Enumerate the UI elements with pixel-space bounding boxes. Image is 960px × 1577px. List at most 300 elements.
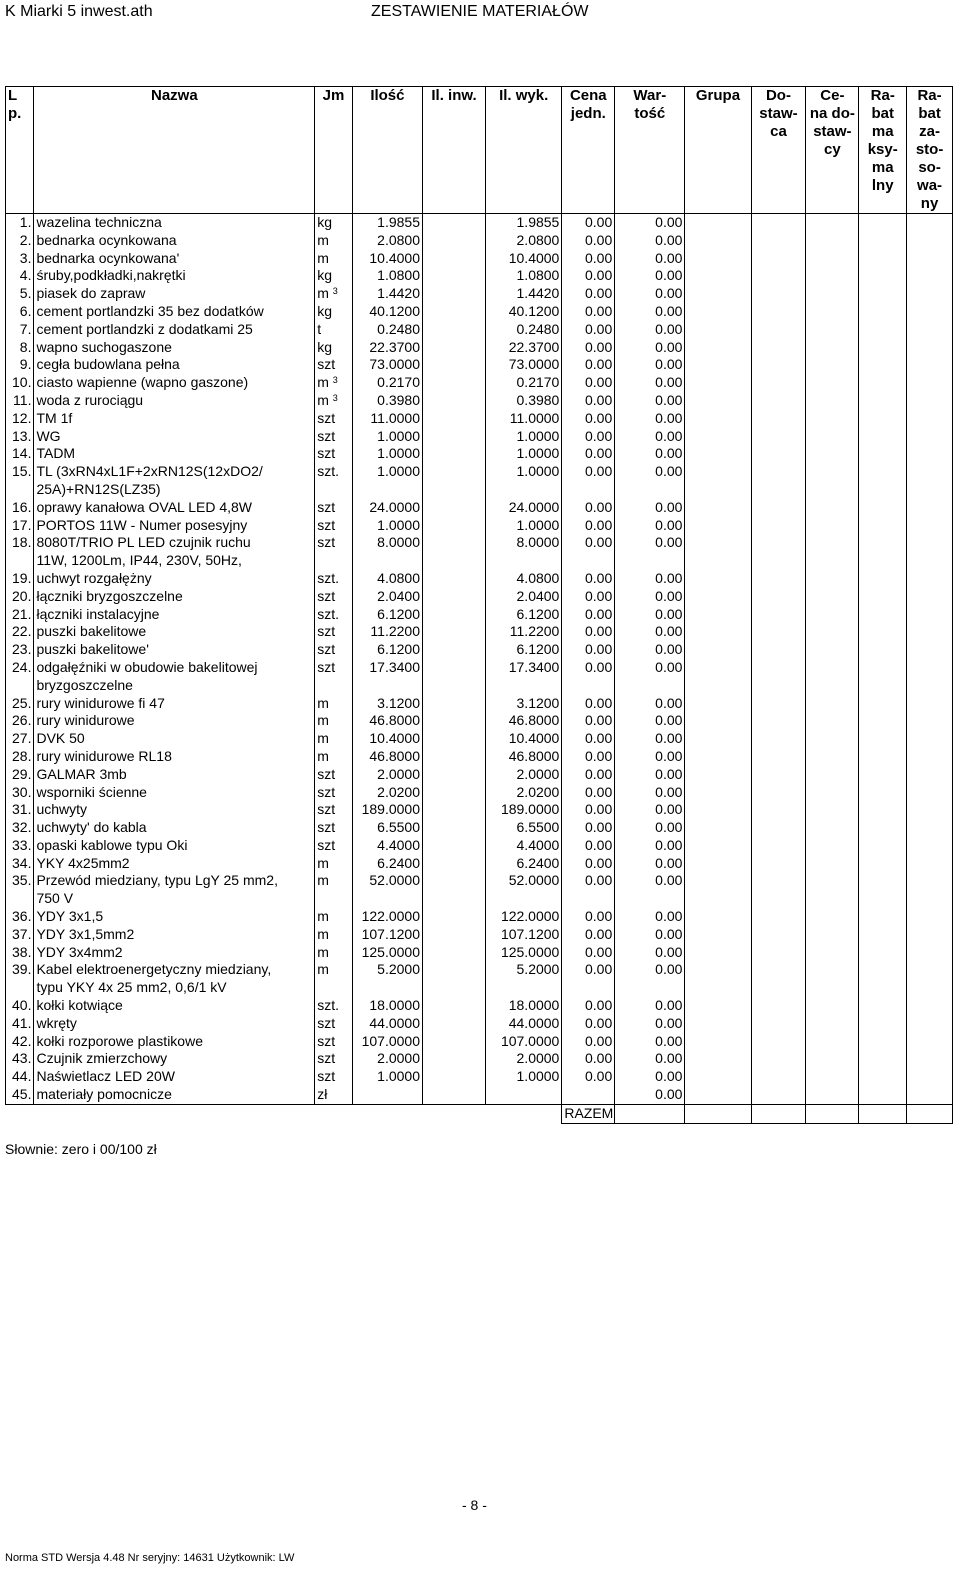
table-row <box>6 428 953 446</box>
row-jm <box>315 267 353 285</box>
row-ilosc <box>352 1086 422 1104</box>
row-rabat-zast <box>907 463 953 499</box>
row-il-wyk: 11.0000 <box>486 410 562 428</box>
row-nazwa-line: Przewód miedziany, typu LgY 25 mm2, <box>36 872 278 889</box>
row-jm-unit: szt <box>317 1014 336 1031</box>
row-jm <box>315 285 353 303</box>
row-jm-unit: szt <box>317 445 336 462</box>
row-il-wyk: 40.1200 <box>486 303 562 321</box>
row-grupa <box>685 926 751 944</box>
row-cena <box>562 1086 615 1104</box>
row-dostawca <box>751 837 806 855</box>
row-wartosc: 0.00 <box>615 855 685 873</box>
row-il-wyk: 1.0800 <box>486 267 562 285</box>
row-grupa <box>685 623 751 641</box>
row-cena: 0.00 <box>562 303 615 321</box>
table-row <box>6 730 953 748</box>
row-rabat-zast <box>907 801 953 819</box>
row-wartosc: 0.00 <box>615 1015 685 1033</box>
table-row <box>6 463 953 499</box>
row-lp: 5. <box>6 285 34 303</box>
row-nazwa-line: puszki bakelitowe <box>36 623 147 640</box>
row-il-inw <box>423 570 486 588</box>
row-grupa <box>685 695 751 713</box>
row-wartosc: 0.00 <box>615 606 685 624</box>
row-rabat-zast <box>907 659 953 695</box>
row-ilosc: 40.1200 <box>352 303 422 321</box>
row-rabat-zast <box>907 267 953 285</box>
row-nazwa <box>34 374 315 392</box>
row-grupa <box>685 1050 751 1068</box>
row-cena: 0.00 <box>562 232 615 250</box>
row-il-wyk: 11.2200 <box>486 623 562 641</box>
row-lp: 42. <box>6 1033 34 1051</box>
row-rabat-max <box>859 659 907 695</box>
row-rabat-zast <box>907 623 953 641</box>
row-lp: 34. <box>6 855 34 873</box>
row-cena-dostawcy <box>806 570 859 588</box>
row-rabat-zast <box>907 499 953 517</box>
row-nazwa-line: opaski kablowe typu Oki <box>36 836 188 853</box>
row-grupa <box>685 1033 751 1051</box>
table-row <box>6 570 953 588</box>
row-lp: 8. <box>6 339 34 357</box>
row-lp: 32. <box>6 819 34 837</box>
row-rabat-zast <box>907 961 953 997</box>
row-nazwa-line: kołki kotwiące <box>36 997 123 1014</box>
row-wartosc: 0.00 <box>615 1033 685 1051</box>
row-jm-unit: szt <box>317 836 336 853</box>
row-wartosc: 0.00 <box>615 819 685 837</box>
row-cena-dostawcy <box>806 1050 859 1068</box>
row-wartosc: 0.00 <box>615 766 685 784</box>
row-dostawca <box>751 232 806 250</box>
row-lp: 2. <box>6 232 34 250</box>
row-wartosc: 0.00 <box>615 410 685 428</box>
row-lp: 6. <box>6 303 34 321</box>
table-row <box>6 908 953 926</box>
row-il-inw <box>423 623 486 641</box>
row-rabat-zast <box>907 303 953 321</box>
row-rabat-max <box>859 855 907 873</box>
row-jm-unit: m <box>317 730 329 747</box>
row-cena-dostawcy <box>806 321 859 339</box>
row-dostawca <box>751 855 806 873</box>
row-nazwa-line: cegła budowlana pełna <box>36 356 180 373</box>
row-il-wyk: 22.3700 <box>486 339 562 357</box>
row-wartosc: 0.00 <box>615 908 685 926</box>
row-nazwa <box>34 659 315 695</box>
row-rabat-max <box>859 819 907 837</box>
row-il-inw <box>423 748 486 766</box>
row-cena: 0.00 <box>562 517 615 535</box>
row-nazwa <box>34 250 315 268</box>
table-row <box>6 748 953 766</box>
row-grupa <box>685 1015 751 1033</box>
row-dostawca <box>751 730 806 748</box>
row-rabat-max <box>859 321 907 339</box>
row-cena-dostawcy <box>806 872 859 908</box>
row-cena: 0.00 <box>562 623 615 641</box>
row-nazwa-line: piasek do zapraw <box>36 285 146 302</box>
row-cena-dostawcy <box>806 926 859 944</box>
row-nazwa-line: YKY 4x25mm2 <box>36 854 130 871</box>
row-jm-unit: m <box>317 854 329 871</box>
row-lp: 38. <box>6 944 34 962</box>
row-ilosc: 17.3400 <box>352 659 422 695</box>
row-rabat-zast <box>907 356 953 374</box>
row-ilosc: 1.0000 <box>352 463 422 499</box>
row-wartosc: 0.00 <box>615 267 685 285</box>
row-il-wyk: 0.2170 <box>486 374 562 392</box>
row-jm <box>315 303 353 321</box>
row-grupa <box>685 517 751 535</box>
row-lp: 10. <box>6 374 34 392</box>
col-il-inw: Il. inw. <box>423 87 486 214</box>
row-wartosc: 0.00 <box>615 392 685 410</box>
row-jm <box>315 463 353 499</box>
row-il-inw <box>423 766 486 784</box>
row-dostawca <box>751 517 806 535</box>
row-cena-dostawcy <box>806 374 859 392</box>
row-ilosc: 107.0000 <box>352 1033 422 1051</box>
row-rabat-max <box>859 1015 907 1033</box>
row-jm-unit: m <box>317 694 329 711</box>
row-nazwa-line: uchwyty <box>36 801 88 818</box>
row-nazwa-line: TADM <box>36 445 76 462</box>
row-lp: 14. <box>6 445 34 463</box>
row-nazwa-line: YDY 3x1,5 <box>36 908 104 925</box>
row-jm-unit: szt. <box>317 605 339 622</box>
row-ilosc: 4.0800 <box>352 570 422 588</box>
row-nazwa <box>34 499 315 517</box>
row-jm-unit: t <box>317 320 322 337</box>
header-file-name: K Miarki 5 inwest.ath <box>5 3 153 20</box>
row-il-inw <box>423 339 486 357</box>
row-jm <box>315 659 353 695</box>
row-jm <box>315 748 353 766</box>
row-nazwa <box>34 641 315 659</box>
row-rabat-zast <box>907 588 953 606</box>
total-empty-cell <box>6 1104 34 1123</box>
row-il-wyk: 0.2480 <box>486 321 562 339</box>
row-cena-dostawcy <box>806 766 859 784</box>
row-cena-dostawcy <box>806 303 859 321</box>
row-lp: 30. <box>6 784 34 802</box>
row-ilosc: 2.0200 <box>352 784 422 802</box>
row-jm-unit: szt. <box>317 569 339 586</box>
row-dostawca <box>751 695 806 713</box>
row-rabat-zast <box>907 339 953 357</box>
col-grupa: Grupa <box>685 87 751 214</box>
row-wartosc: 0.00 <box>615 748 685 766</box>
row-rabat-zast <box>907 730 953 748</box>
row-lp: 17. <box>6 517 34 535</box>
row-nazwa <box>34 623 315 641</box>
row-dostawca <box>751 321 806 339</box>
row-rabat-max <box>859 837 907 855</box>
row-dostawca <box>751 712 806 730</box>
total-empty-cell <box>352 1104 422 1123</box>
row-ilosc: 73.0000 <box>352 356 422 374</box>
total-empty-cell <box>423 1104 486 1123</box>
row-ilosc: 125.0000 <box>352 944 422 962</box>
col-rabat-zastosowany: Ra- bat za- sto- so- wa- ny <box>907 87 953 214</box>
row-dostawca <box>751 374 806 392</box>
row-nazwa-line: wsporniki ścienne <box>36 783 147 800</box>
footer-info: Norma STD Wersja 4.48 Nr seryjny: 14631 Użytkownik: LW <box>5 1552 295 1564</box>
table-row <box>6 766 953 784</box>
row-nazwa <box>34 695 315 713</box>
row-dostawca <box>751 267 806 285</box>
row-ilosc: 11.0000 <box>352 410 422 428</box>
row-cena-dostawcy <box>806 1068 859 1086</box>
row-nazwa <box>34 214 315 232</box>
row-jm-unit: kg <box>317 214 332 230</box>
row-lp: 18. <box>6 534 34 570</box>
row-il-wyk: 6.2400 <box>486 855 562 873</box>
row-wartosc: 0.00 <box>615 1050 685 1068</box>
table-row <box>6 926 953 944</box>
row-jm-unit: szt <box>317 356 336 373</box>
row-grupa <box>685 588 751 606</box>
row-jm-unit: szt <box>317 623 336 640</box>
row-grupa <box>685 445 751 463</box>
row-nazwa <box>34 748 315 766</box>
row-wartosc: 0.00 <box>615 659 685 695</box>
row-il-inw <box>423 695 486 713</box>
row-cena-dostawcy <box>806 392 859 410</box>
row-il-wyk: 107.0000 <box>486 1033 562 1051</box>
row-jm <box>315 1015 353 1033</box>
row-grupa <box>685 712 751 730</box>
row-nazwa <box>34 1015 315 1033</box>
row-jm-unit: kg <box>317 302 332 319</box>
row-il-inw <box>423 499 486 517</box>
row-nazwa-line: 11W, 1200Lm, IP44, 230V, 50Hz, <box>36 552 242 569</box>
row-rabat-zast <box>907 819 953 837</box>
row-rabat-max <box>859 748 907 766</box>
row-il-wyk: 107.1200 <box>486 926 562 944</box>
row-dostawca <box>751 499 806 517</box>
row-il-wyk: 24.0000 <box>486 499 562 517</box>
row-nazwa-line: rury winidurowe fi 47 <box>36 694 165 711</box>
table-row <box>6 837 953 855</box>
row-rabat-zast <box>907 445 953 463</box>
table-row <box>6 392 953 410</box>
row-wartosc: 0.00 <box>615 321 685 339</box>
row-dostawca <box>751 339 806 357</box>
row-rabat-zast <box>907 997 953 1015</box>
row-cena-dostawcy <box>806 641 859 659</box>
row-jm-unit: szt <box>317 516 336 533</box>
row-nazwa-line: oprawy kanałowa OVAL LED 4,8W <box>36 498 253 515</box>
row-rabat-max <box>859 695 907 713</box>
row-jm-unit: zł <box>317 1086 328 1103</box>
row-cena: 0.00 <box>562 588 615 606</box>
table-row <box>6 1015 953 1033</box>
table-row <box>6 623 953 641</box>
row-il-wyk: 2.0400 <box>486 588 562 606</box>
row-jm <box>315 1050 353 1068</box>
row-wartosc: 0.00 <box>615 428 685 446</box>
row-ilosc: 44.0000 <box>352 1015 422 1033</box>
row-nazwa <box>34 267 315 285</box>
row-cena-dostawcy <box>806 1015 859 1033</box>
row-il-inw <box>423 1086 486 1104</box>
row-jm <box>315 641 353 659</box>
row-jm-exponent: 3 <box>332 392 338 403</box>
row-jm-unit: m <box>317 231 329 248</box>
row-grupa <box>685 944 751 962</box>
row-cena-dostawcy <box>806 1086 859 1104</box>
row-nazwa-line: rury winidurowe RL18 <box>36 747 172 764</box>
row-nazwa-line: puszki bakelitowe' <box>36 641 149 658</box>
row-lp: 44. <box>6 1068 34 1086</box>
row-rabat-max <box>859 285 907 303</box>
row-nazwa <box>34 1050 315 1068</box>
row-nazwa <box>34 997 315 1015</box>
row-rabat-zast <box>907 1015 953 1033</box>
row-rabat-max <box>859 463 907 499</box>
row-wartosc: 0.00 <box>615 534 685 570</box>
table-row <box>6 339 953 357</box>
row-cena: 0.00 <box>562 392 615 410</box>
row-nazwa <box>34 872 315 908</box>
row-grupa <box>685 232 751 250</box>
row-cena-dostawcy <box>806 908 859 926</box>
row-rabat-zast <box>907 570 953 588</box>
row-cena: 0.00 <box>562 837 615 855</box>
row-ilosc: 22.3700 <box>352 339 422 357</box>
row-nazwa <box>34 926 315 944</box>
row-nazwa-line: 750 V <box>36 890 74 907</box>
row-lp: 20. <box>6 588 34 606</box>
row-nazwa-line: śruby,podkładki,nakrętki <box>36 267 186 284</box>
row-lp: 24. <box>6 659 34 695</box>
row-grupa <box>685 356 751 374</box>
row-il-inw <box>423 214 486 232</box>
row-cena-dostawcy <box>806 250 859 268</box>
row-grupa <box>685 855 751 873</box>
row-rabat-zast <box>907 232 953 250</box>
row-rabat-max <box>859 908 907 926</box>
row-jm-unit: szt <box>317 641 336 658</box>
row-cena: 0.00 <box>562 321 615 339</box>
total-empty-cell <box>751 1104 806 1123</box>
row-il-inw <box>423 730 486 748</box>
row-rabat-zast <box>907 748 953 766</box>
row-ilosc: 1.0000 <box>352 445 422 463</box>
row-wartosc: 0.00 <box>615 232 685 250</box>
row-jm-unit: szt <box>317 658 336 675</box>
table-row <box>6 712 953 730</box>
row-jm-unit: szt <box>317 427 336 444</box>
table-row <box>6 819 953 837</box>
row-jm <box>315 908 353 926</box>
row-il-wyk: 1.0000 <box>486 463 562 499</box>
row-grupa <box>685 534 751 570</box>
row-cena: 0.00 <box>562 801 615 819</box>
row-jm <box>315 801 353 819</box>
row-il-wyk: 1.0000 <box>486 1068 562 1086</box>
row-ilosc: 0.3980 <box>352 392 422 410</box>
row-rabat-max <box>859 499 907 517</box>
row-cena: 0.00 <box>562 285 615 303</box>
row-nazwa-line: cement portlandzki 35 bez dodatków <box>36 302 264 319</box>
row-cena: 0.00 <box>562 908 615 926</box>
table-row <box>6 641 953 659</box>
row-wartosc: 0.00 <box>615 303 685 321</box>
row-grupa <box>685 339 751 357</box>
row-ilosc: 1.9855 <box>352 214 422 232</box>
row-il-inw <box>423 428 486 446</box>
row-rabat-max <box>859 374 907 392</box>
row-il-wyk: 2.0000 <box>486 1050 562 1068</box>
row-rabat-max <box>859 766 907 784</box>
total-empty-cell <box>685 1104 751 1123</box>
row-il-inw <box>423 1015 486 1033</box>
row-il-inw <box>423 961 486 997</box>
row-il-wyk: 44.0000 <box>486 1015 562 1033</box>
row-ilosc: 11.2200 <box>352 623 422 641</box>
row-lp: 31. <box>6 801 34 819</box>
row-dostawca <box>751 944 806 962</box>
row-nazwa-line: TM 1f <box>36 409 73 426</box>
row-il-inw <box>423 1033 486 1051</box>
row-nazwa <box>34 232 315 250</box>
row-jm <box>315 872 353 908</box>
row-cena: 0.00 <box>562 819 615 837</box>
row-rabat-max <box>859 232 907 250</box>
row-cena: 0.00 <box>562 1033 615 1051</box>
row-ilosc: 2.0000 <box>352 766 422 784</box>
row-il-inw <box>423 872 486 908</box>
row-il-wyk: 1.4420 <box>486 285 562 303</box>
row-lp: 27. <box>6 730 34 748</box>
row-jm <box>315 997 353 1015</box>
row-il-wyk: 46.8000 <box>486 712 562 730</box>
row-il-wyk: 1.9855 <box>486 214 562 232</box>
row-il-wyk: 0.3980 <box>486 392 562 410</box>
row-wartosc: 0.00 <box>615 961 685 997</box>
col-ilosc: Ilość <box>352 87 422 214</box>
row-grupa <box>685 463 751 499</box>
table-row <box>6 321 953 339</box>
row-cena: 0.00 <box>562 428 615 446</box>
row-lp: 28. <box>6 748 34 766</box>
table-row <box>6 606 953 624</box>
row-lp: 11. <box>6 392 34 410</box>
table-row <box>6 356 953 374</box>
row-jm-exponent: 3 <box>332 375 338 386</box>
row-rabat-max <box>859 517 907 535</box>
row-dostawca <box>751 303 806 321</box>
row-jm-exponent: 3 <box>332 286 338 297</box>
table-header-row <box>6 87 953 214</box>
row-nazwa <box>34 1033 315 1051</box>
row-jm-unit: szt <box>317 783 336 800</box>
row-cena: 0.00 <box>562 872 615 908</box>
row-il-inw <box>423 712 486 730</box>
row-il-wyk: 5.2000 <box>486 961 562 997</box>
row-grupa <box>685 267 751 285</box>
row-jm-unit: szt <box>317 498 336 515</box>
row-cena-dostawcy <box>806 961 859 997</box>
row-lp: 43. <box>6 1050 34 1068</box>
row-il-inw <box>423 285 486 303</box>
total-row <box>6 1104 953 1123</box>
